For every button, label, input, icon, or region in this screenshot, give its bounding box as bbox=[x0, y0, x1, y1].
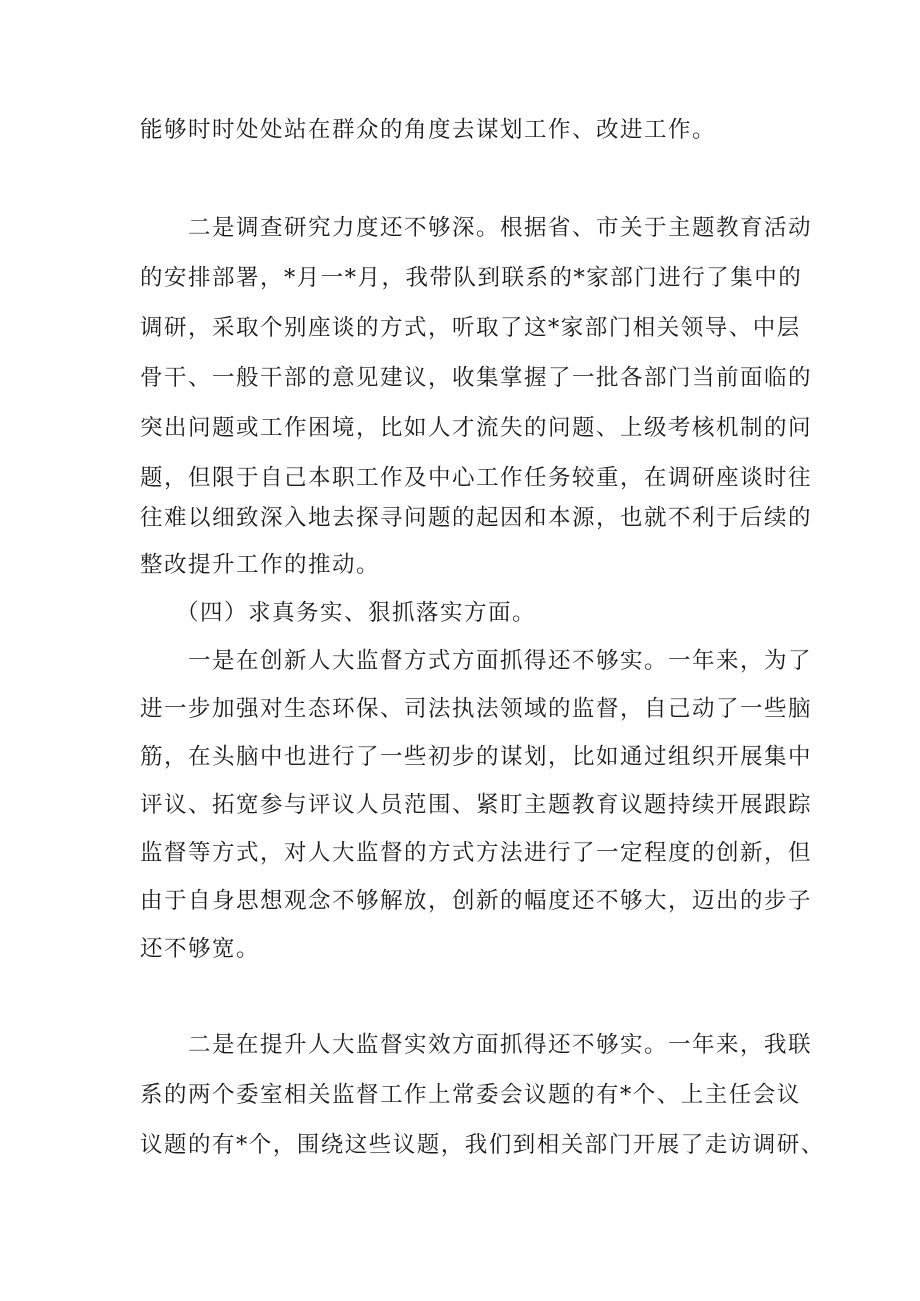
paragraph-line: 进一步加强对生态环保、司法执法领域的监督，自己动了一些脑 bbox=[140, 696, 813, 722]
paragraph-line: 调研，采取个别座谈的方式，听取了这*家部门相关领导、中层 bbox=[140, 315, 801, 341]
paragraph-line: 能够时时处处站在群众的角度去谋划工作、改进工作。 bbox=[140, 117, 717, 143]
paragraph-line: 题，但限于自己本职工作及中心工作任务较重，在调研座谈时往 bbox=[140, 465, 813, 491]
paragraph-line: 一是在创新人大监督方式方面抓得还不够实。一年来，为了 bbox=[188, 648, 813, 674]
paragraph-line: 的安排部署，*月一*月，我带队到联系的*家部门进行了集中的 bbox=[140, 265, 803, 291]
paragraph-line: 二是在提升人大监督实效方面抓得还不够实。一年来，我联 bbox=[188, 1032, 813, 1058]
paragraph-line: 往难以细致深入地去探寻问题的起因和本源，也就不利于后续的 bbox=[140, 505, 813, 531]
paragraph-line: 评议、拓宽参与评议人员范围、紧盯主题教育议题持续开展跟踪 bbox=[140, 792, 813, 818]
paragraph-line: 由于自身思想观念不够解放，创新的幅度还不够大，迈出的步子 bbox=[140, 888, 813, 914]
paragraph-line: 系的两个委室相关监督工作上常委会议题的有*个、上主任会议 bbox=[140, 1082, 801, 1108]
paragraph-line: 整改提升工作的推动。 bbox=[140, 552, 381, 578]
paragraph-line: 筋，在头脑中也进行了一些初步的谋划，比如通过组织开展集中 bbox=[140, 744, 813, 770]
paragraph-line: 二是调查研究力度还不够深。根据省、市关于主题教育活动 bbox=[188, 215, 813, 241]
paragraph-line: 议题的有*个，围绕这些议题，我们到相关部门开展了走访调研、 bbox=[140, 1132, 825, 1158]
section-heading: （四）求真务实、狠抓落实方面。 bbox=[176, 600, 537, 626]
paragraph-line: 突出问题或工作困境，比如人才流失的问题、上级考核机制的问 bbox=[140, 415, 813, 441]
paragraph-line: 骨干、一般干部的意见建议，收集掌握了一批各部门当前面临的 bbox=[140, 365, 813, 391]
paragraph-line: 还不够宽。 bbox=[140, 936, 261, 962]
paragraph-line: 监督等方式，对人大监督的方式方法进行了一定程度的创新，但 bbox=[140, 840, 813, 866]
